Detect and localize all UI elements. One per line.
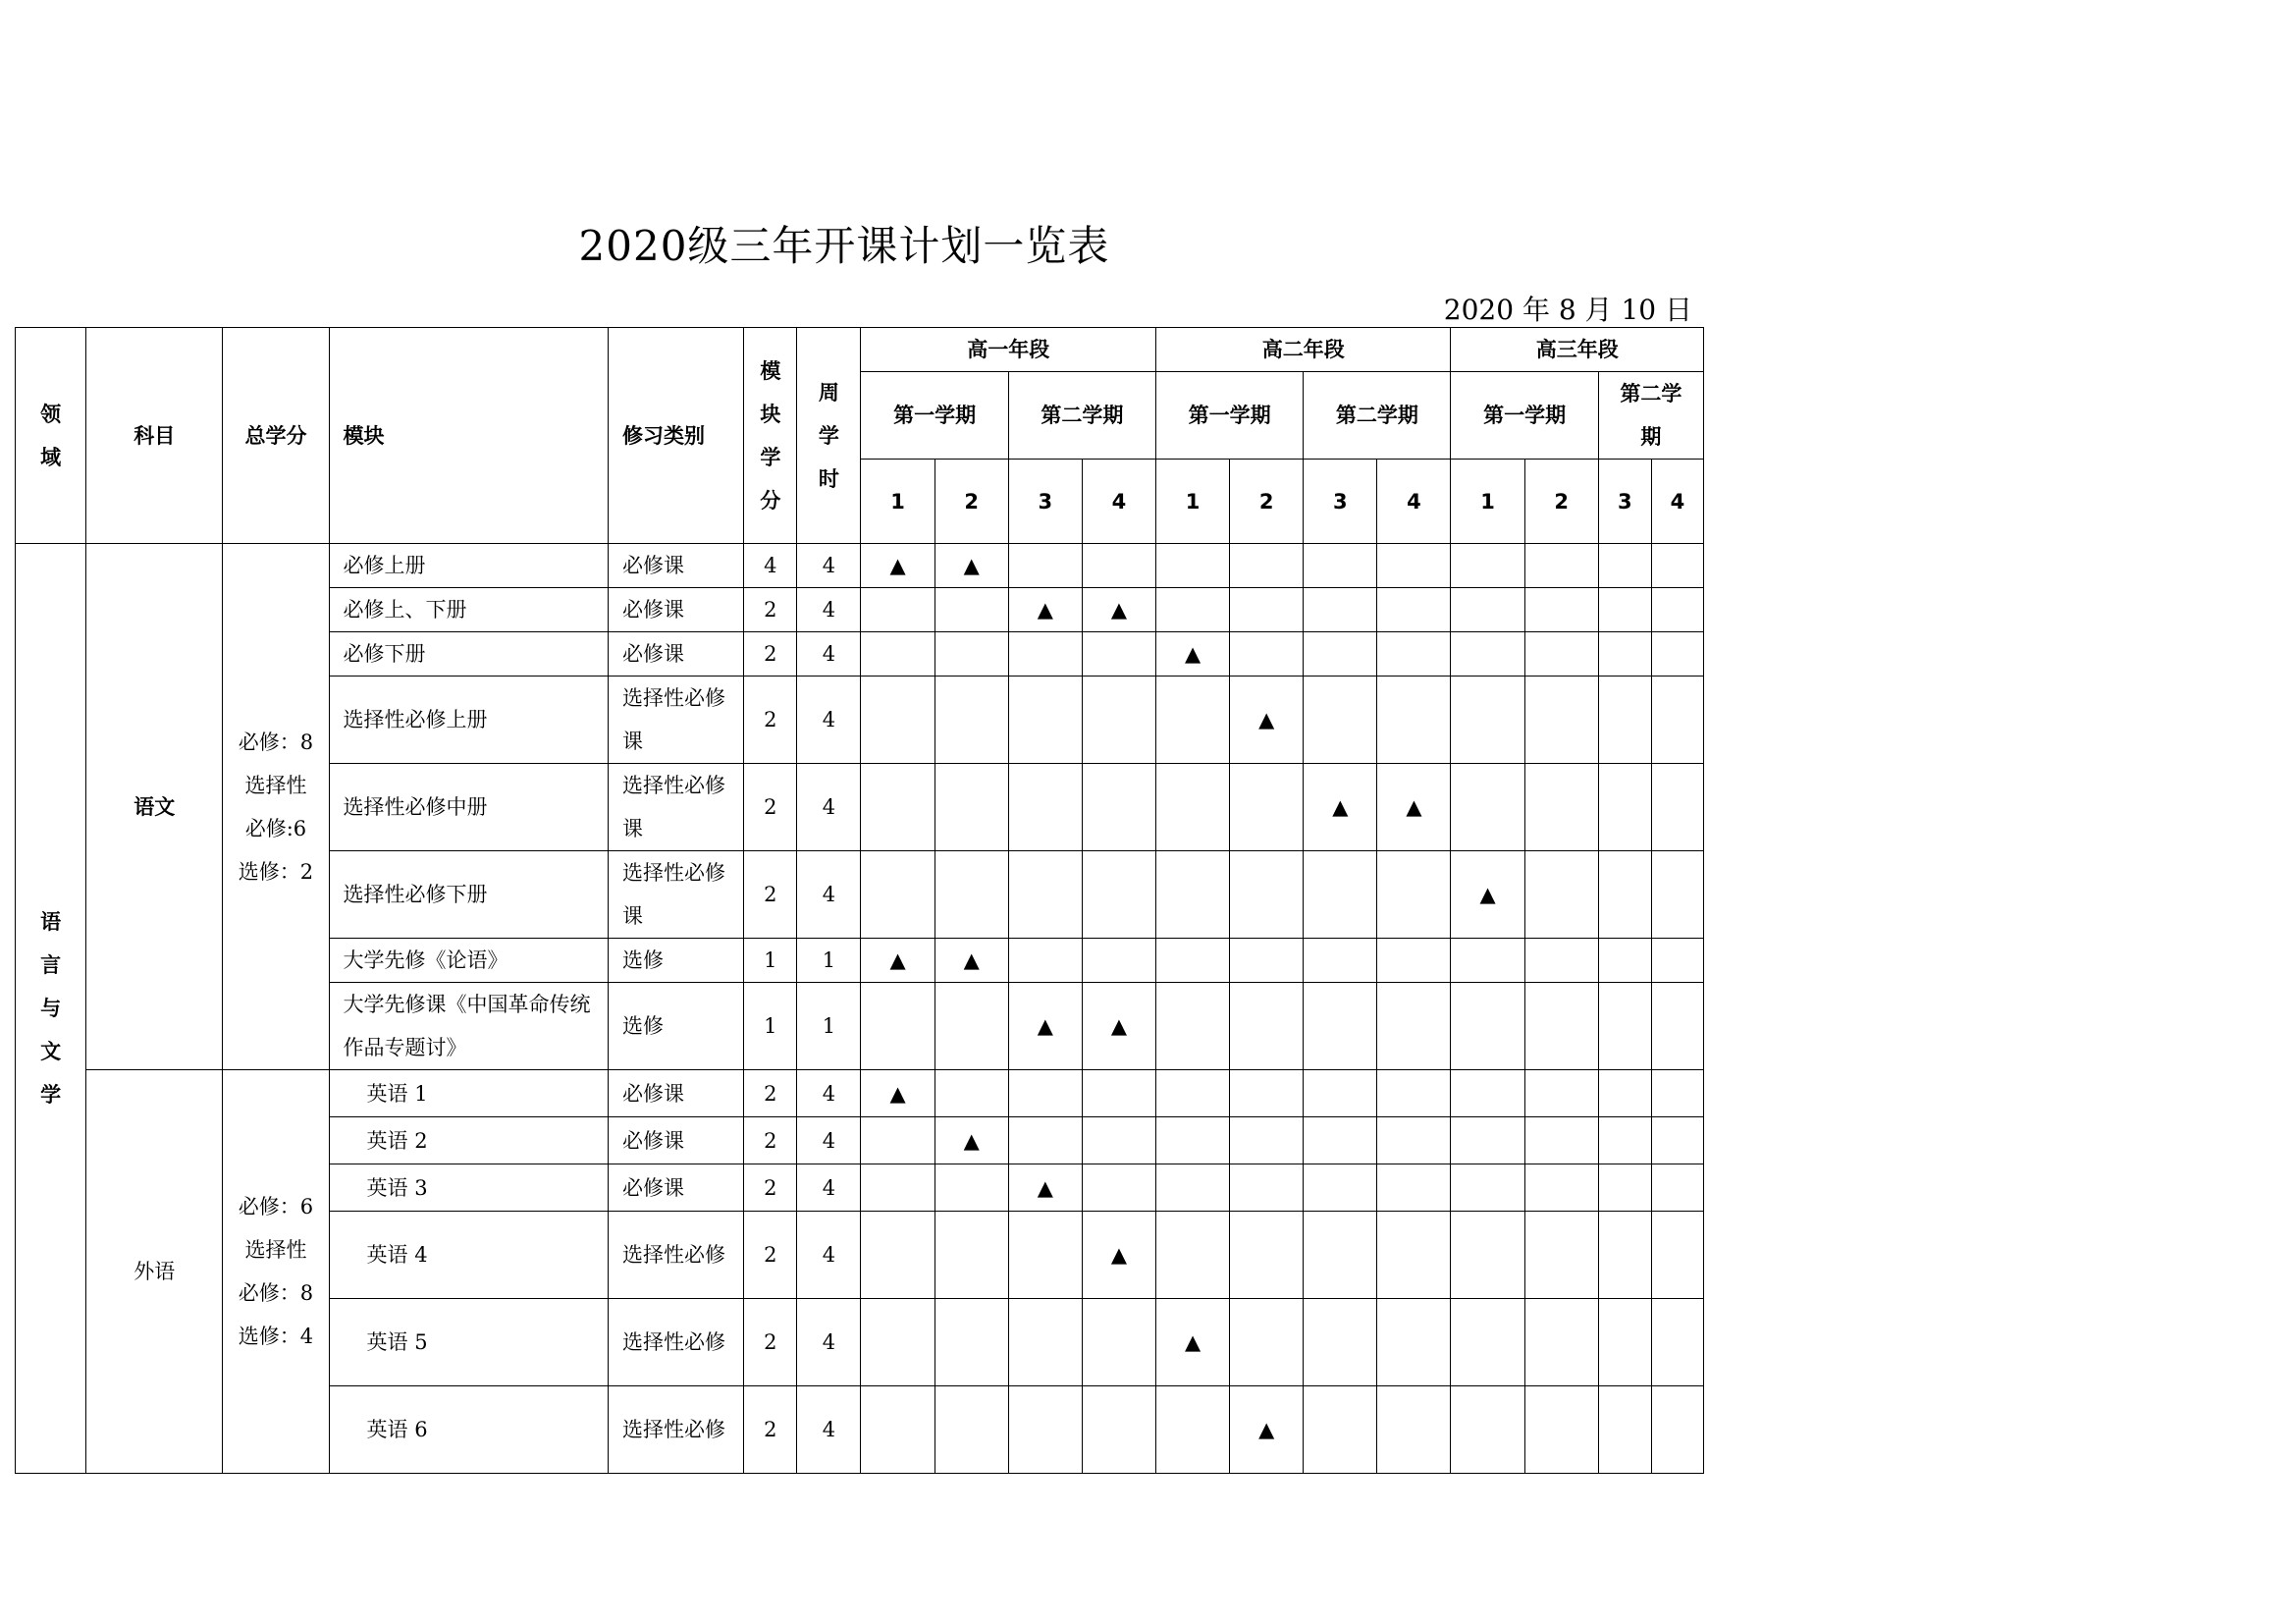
schedule-cell	[1524, 1386, 1598, 1474]
module-name: 大学先修课《中国革命传统作品专题讨》	[329, 983, 608, 1070]
credits-line: 选修：2	[238, 859, 314, 884]
module-credit: 2	[744, 1117, 797, 1164]
credits-line: 选择性	[244, 1238, 307, 1262]
scheduled-mark: ▲	[1008, 983, 1082, 1070]
schedule-cell	[1377, 1164, 1451, 1212]
weekly-hours: 4	[797, 1117, 861, 1164]
weekly-hours: 4	[797, 1299, 861, 1386]
header-period: 2	[1524, 460, 1598, 544]
module-credit: 2	[744, 1386, 797, 1474]
schedule-cell	[1451, 1386, 1524, 1474]
schedule-cell	[1304, 851, 1377, 939]
schedule-cell	[861, 851, 934, 939]
credits-line: 选修：4	[238, 1325, 314, 1348]
module-name: 选择性必修下册	[329, 851, 608, 939]
header-subject: 科目	[86, 328, 223, 544]
schedule-cell	[1451, 1070, 1524, 1117]
module-credit: 2	[744, 1164, 797, 1212]
header-period: 1	[861, 460, 934, 544]
schedule-cell	[1377, 1070, 1451, 1117]
header-period: 2	[1230, 460, 1304, 544]
schedule-cell	[1008, 1212, 1082, 1299]
schedule-cell	[1008, 632, 1082, 677]
module-credit: 2	[744, 764, 797, 851]
schedule-cell	[1008, 677, 1082, 764]
module-name: 必修上、下册	[329, 588, 608, 632]
schedule-cell	[1524, 851, 1598, 939]
schedule-cell	[861, 677, 934, 764]
schedule-cell	[1230, 983, 1304, 1070]
schedule-cell	[1230, 632, 1304, 677]
scheduled-mark: ▲	[1304, 764, 1377, 851]
schedule-cell	[1598, 1212, 1651, 1299]
schedule-cell	[1377, 677, 1451, 764]
schedule-cell	[1451, 588, 1524, 632]
module-name: 大学先修《论语》	[329, 939, 608, 983]
schedule-cell	[1304, 1386, 1377, 1474]
schedule-cell	[1524, 632, 1598, 677]
schedule-cell	[1304, 1299, 1377, 1386]
schedule-cell	[1651, 983, 1703, 1070]
schedule-cell	[1304, 1070, 1377, 1117]
schedule-cell	[861, 1386, 934, 1474]
schedule-cell	[1451, 632, 1524, 677]
schedule-cell	[861, 1212, 934, 1299]
scheduled-mark: ▲	[861, 544, 934, 588]
scheduled-mark: ▲	[861, 1070, 934, 1117]
scheduled-mark: ▲	[1155, 632, 1229, 677]
schedule-cell	[1304, 544, 1377, 588]
module-name: 选择性必修上册	[329, 677, 608, 764]
module-credit: 1	[744, 939, 797, 983]
schedule-cell	[1230, 851, 1304, 939]
schedule-cell	[1651, 1164, 1703, 1212]
scheduled-mark: ▲	[1082, 1212, 1155, 1299]
schedule-cell	[861, 1117, 934, 1164]
schedule-cell	[1082, 939, 1155, 983]
credits-line: 必修：6	[238, 1195, 314, 1218]
schedule-cell	[1155, 939, 1229, 983]
schedule-cell	[1524, 939, 1598, 983]
schedule-cell	[1524, 1117, 1598, 1164]
schedule-cell	[1377, 588, 1451, 632]
schedule-cell	[861, 632, 934, 677]
weekly-hours: 4	[797, 588, 861, 632]
header-period: 3	[1304, 460, 1377, 544]
schedule-cell	[1082, 764, 1155, 851]
weekly-hours: 4	[797, 1212, 861, 1299]
header-term-6-label: 第二学期	[1620, 382, 1682, 449]
schedule-cell	[934, 588, 1008, 632]
header-term-5: 第一学期	[1451, 372, 1598, 460]
schedule-cell	[1155, 588, 1229, 632]
schedule-cell	[1230, 588, 1304, 632]
module-name: 选择性必修中册	[329, 764, 608, 851]
table-row	[16, 1070, 1704, 1117]
schedule-cell	[1082, 677, 1155, 764]
scheduled-mark: ▲	[1082, 983, 1155, 1070]
schedule-cell	[1304, 1117, 1377, 1164]
schedule-cell	[1651, 544, 1703, 588]
schedule-cell	[1598, 851, 1651, 939]
schedule-cell	[1230, 1070, 1304, 1117]
schedule-cell	[1524, 1070, 1598, 1117]
weekly-hours: 4	[797, 764, 861, 851]
schedule-cell	[1155, 544, 1229, 588]
schedule-cell	[1008, 1299, 1082, 1386]
schedule-cell	[861, 764, 934, 851]
module-credit: 2	[744, 1070, 797, 1117]
schedule-cell	[1651, 764, 1703, 851]
module-credit: 2	[744, 851, 797, 939]
schedule-cell	[1230, 1212, 1304, 1299]
course-type: 必修课	[609, 544, 744, 588]
schedule-cell	[1082, 1299, 1155, 1386]
course-type: 选择性必修	[609, 1386, 744, 1474]
course-type: 必修课	[609, 632, 744, 677]
schedule-cell	[1451, 983, 1524, 1070]
schedule-cell	[1377, 983, 1451, 1070]
credits-line: 必修：8	[238, 1281, 314, 1305]
subject-name: 外语	[86, 1070, 223, 1474]
schedule-cell	[1651, 1212, 1703, 1299]
schedule-cell	[1082, 1070, 1155, 1117]
schedule-cell	[934, 677, 1008, 764]
schedule-cell	[1155, 1117, 1229, 1164]
module-credit: 2	[744, 1212, 797, 1299]
schedule-cell	[1524, 588, 1598, 632]
subject-total-credits	[223, 1070, 329, 1474]
header-module-credits-label: 模块学分	[760, 358, 781, 513]
schedule-cell	[1524, 1164, 1598, 1212]
credits-line: 必修：8	[238, 730, 314, 754]
schedule-cell	[1377, 544, 1451, 588]
schedule-cell	[1304, 588, 1377, 632]
schedule-cell	[1598, 1386, 1651, 1474]
schedule-cell	[1155, 983, 1229, 1070]
schedule-cell	[1598, 1117, 1651, 1164]
domain-name: 语言与文学	[40, 910, 62, 1107]
schedule-cell	[1598, 588, 1651, 632]
module-credit: 2	[744, 588, 797, 632]
subject-total-credits	[223, 544, 329, 1070]
course-type: 必修课	[609, 1070, 744, 1117]
schedule-cell	[1651, 939, 1703, 983]
weekly-hours: 4	[797, 677, 861, 764]
schedule-cell	[861, 1164, 934, 1212]
schedule-cell	[1008, 851, 1082, 939]
schedule-cell	[1082, 851, 1155, 939]
schedule-cell	[1304, 983, 1377, 1070]
module-credit: 2	[744, 677, 797, 764]
module-credit: 1	[744, 983, 797, 1070]
schedule-cell	[1451, 764, 1524, 851]
module-name: 必修上册	[329, 544, 608, 588]
module-credit: 4	[744, 544, 797, 588]
schedule-cell	[1155, 1386, 1229, 1474]
schedule-cell	[934, 1164, 1008, 1212]
header-period: 1	[1155, 460, 1229, 544]
header-module-credits	[744, 328, 797, 544]
course-type: 必修课	[609, 1164, 744, 1212]
schedule-cell	[1451, 1212, 1524, 1299]
weekly-hours: 4	[797, 1386, 861, 1474]
schedule-cell	[1230, 764, 1304, 851]
schedule-cell	[1651, 1070, 1703, 1117]
header-term-4: 第二学期	[1304, 372, 1451, 460]
schedule-cell	[1651, 851, 1703, 939]
scheduled-mark: ▲	[1008, 1164, 1082, 1212]
schedule-cell	[1008, 1070, 1082, 1117]
schedule-cell	[1524, 1299, 1598, 1386]
header-grade-3: 高三年段	[1451, 328, 1704, 372]
schedule-cell	[1008, 939, 1082, 983]
schedule-cell	[934, 1386, 1008, 1474]
weekly-hours: 4	[797, 632, 861, 677]
header-term-1: 第一学期	[861, 372, 1008, 460]
credits-line: 必修:6	[244, 816, 307, 840]
scheduled-mark: ▲	[1082, 588, 1155, 632]
header-module: 模块	[329, 328, 608, 544]
schedule-cell	[1651, 1299, 1703, 1386]
schedule-cell	[1651, 632, 1703, 677]
weekly-hours: 4	[797, 851, 861, 939]
schedule-cell	[1651, 677, 1703, 764]
schedule-cell	[1008, 1117, 1082, 1164]
schedule-cell	[934, 764, 1008, 851]
schedule-cell	[1230, 1164, 1304, 1212]
schedule-cell	[861, 1299, 934, 1386]
schedule-cell	[1155, 764, 1229, 851]
module-name: 英语 6	[329, 1386, 608, 1474]
schedule-cell	[1377, 851, 1451, 939]
header-period: 2	[934, 460, 1008, 544]
schedule-cell	[1451, 1117, 1524, 1164]
weekly-hours: 1	[797, 983, 861, 1070]
scheduled-mark: ▲	[934, 939, 1008, 983]
header-grade-2: 高二年段	[1155, 328, 1451, 372]
schedule-cell	[934, 983, 1008, 1070]
subject-name: 语文	[86, 544, 223, 1070]
scheduled-mark: ▲	[1230, 677, 1304, 764]
schedule-cell	[1651, 588, 1703, 632]
scheduled-mark: ▲	[1451, 851, 1524, 939]
schedule-cell	[1008, 764, 1082, 851]
course-type: 选修	[609, 939, 744, 983]
course-type: 必修课	[609, 1117, 744, 1164]
course-type: 选择性必修课	[609, 677, 744, 764]
header-period: 3	[1598, 460, 1651, 544]
schedule-cell	[1598, 983, 1651, 1070]
schedule-cell	[1304, 939, 1377, 983]
module-name: 英语 3	[329, 1164, 608, 1212]
schedule-cell	[1230, 544, 1304, 588]
page-title: 2020级三年开课计划一览表	[578, 222, 1110, 270]
schedule-cell	[1651, 1386, 1703, 1474]
schedule-cell	[1155, 1164, 1229, 1212]
schedule-cell	[934, 632, 1008, 677]
schedule-cell	[1304, 677, 1377, 764]
scheduled-mark: ▲	[1377, 764, 1451, 851]
scheduled-mark: ▲	[934, 1117, 1008, 1164]
table-row	[16, 544, 1704, 588]
schedule-cell	[1598, 632, 1651, 677]
header-total-credits: 总学分	[223, 328, 329, 544]
header-period: 3	[1008, 460, 1082, 544]
header-weekly-hours-label: 周学时	[818, 380, 839, 491]
schedule-cell	[1451, 1299, 1524, 1386]
scheduled-mark: ▲	[934, 544, 1008, 588]
schedule-cell	[1524, 764, 1598, 851]
schedule-cell	[1230, 939, 1304, 983]
course-type: 选择性必修	[609, 1212, 744, 1299]
schedule-cell	[1451, 939, 1524, 983]
schedule-cell	[1377, 1386, 1451, 1474]
module-credit: 2	[744, 632, 797, 677]
header-domain	[16, 328, 86, 544]
schedule-cell	[1524, 677, 1598, 764]
scheduled-mark: ▲	[1230, 1386, 1304, 1474]
module-credit: 2	[744, 1299, 797, 1386]
schedule-cell	[1598, 677, 1651, 764]
schedule-cell	[861, 588, 934, 632]
header-period: 4	[1377, 460, 1451, 544]
header-term-2: 第二学期	[1008, 372, 1155, 460]
schedule-cell	[1598, 764, 1651, 851]
schedule-cell	[1155, 851, 1229, 939]
module-name: 英语 4	[329, 1212, 608, 1299]
header-term-6	[1598, 372, 1703, 460]
schedule-cell	[1008, 1386, 1082, 1474]
schedule-cell	[1304, 1212, 1377, 1299]
schedule-cell	[1082, 1164, 1155, 1212]
header-weekly-hours	[797, 328, 861, 544]
schedule-cell	[1451, 1164, 1524, 1212]
header-domain-label: 领域	[40, 402, 62, 469]
header-grade-1: 高一年段	[861, 328, 1156, 372]
header-term-3: 第一学期	[1155, 372, 1303, 460]
module-name: 英语 5	[329, 1299, 608, 1386]
schedule-cell	[861, 983, 934, 1070]
schedule-cell	[934, 851, 1008, 939]
module-name: 英语 2	[329, 1117, 608, 1164]
domain-cell	[16, 544, 86, 1474]
schedule-cell	[1230, 1117, 1304, 1164]
course-type: 选择性必修课	[609, 851, 744, 939]
schedule-cell	[1598, 544, 1651, 588]
schedule-cell	[1598, 1299, 1651, 1386]
header-course-type: 修习类别	[609, 328, 744, 544]
schedule-cell	[1524, 983, 1598, 1070]
schedule-cell	[1377, 632, 1451, 677]
course-type: 必修课	[609, 588, 744, 632]
schedule-cell	[1377, 1212, 1451, 1299]
weekly-hours: 1	[797, 939, 861, 983]
schedule-cell	[934, 1212, 1008, 1299]
schedule-cell	[1451, 544, 1524, 588]
schedule-cell	[1598, 939, 1651, 983]
course-type: 选择性必修课	[609, 764, 744, 851]
schedule-cell	[1377, 1299, 1451, 1386]
schedule-cell	[1304, 1164, 1377, 1212]
module-name: 必修下册	[329, 632, 608, 677]
weekly-hours: 4	[797, 1164, 861, 1212]
schedule-cell	[1155, 1070, 1229, 1117]
schedule-cell	[1082, 544, 1155, 588]
course-type: 选择性必修	[609, 1299, 744, 1386]
schedule-cell	[1082, 1117, 1155, 1164]
schedule-cell	[1651, 1117, 1703, 1164]
weekly-hours: 4	[797, 1070, 861, 1117]
schedule-cell	[1082, 632, 1155, 677]
scheduled-mark: ▲	[1155, 1299, 1229, 1386]
header-period: 1	[1451, 460, 1524, 544]
weekly-hours: 4	[797, 544, 861, 588]
schedule-cell	[1082, 1386, 1155, 1474]
document-date: 2020 年 8 月 10 日	[1443, 294, 1692, 326]
scheduled-mark: ▲	[861, 939, 934, 983]
schedule-cell	[1524, 1212, 1598, 1299]
course-type: 选修	[609, 983, 744, 1070]
schedule-cell	[1230, 1299, 1304, 1386]
module-name: 英语 1	[329, 1070, 608, 1117]
schedule-cell	[1524, 544, 1598, 588]
schedule-cell	[1598, 1164, 1651, 1212]
schedule-cell	[1377, 939, 1451, 983]
header-period: 4	[1082, 460, 1155, 544]
schedule-cell	[1304, 632, 1377, 677]
schedule-cell	[1155, 1212, 1229, 1299]
schedule-cell	[1008, 544, 1082, 588]
schedule-cell	[934, 1299, 1008, 1386]
header-period: 4	[1651, 460, 1703, 544]
course-plan-table	[15, 327, 1704, 1474]
schedule-cell	[1377, 1117, 1451, 1164]
schedule-cell	[1451, 677, 1524, 764]
schedule-cell	[1155, 677, 1229, 764]
schedule-cell	[934, 1070, 1008, 1117]
scheduled-mark: ▲	[1008, 588, 1082, 632]
credits-line: 选择性	[244, 773, 307, 797]
schedule-cell	[1598, 1070, 1651, 1117]
